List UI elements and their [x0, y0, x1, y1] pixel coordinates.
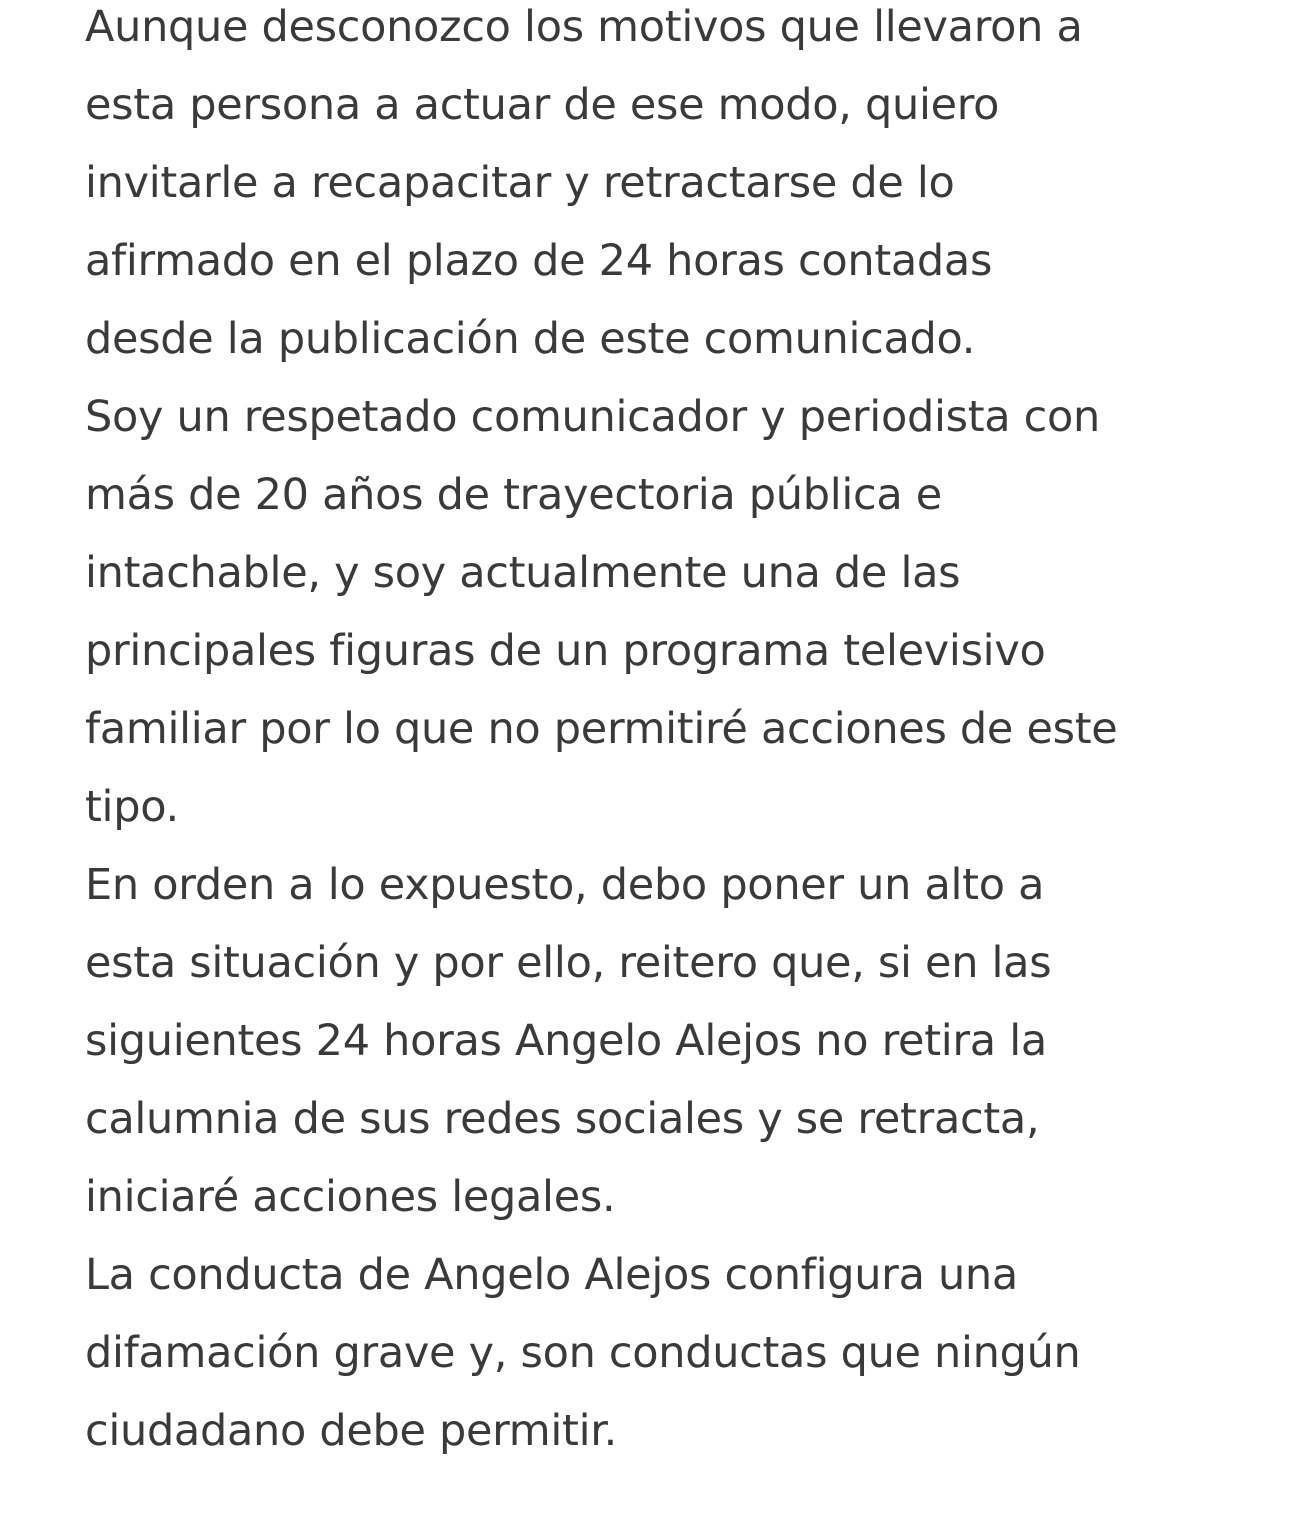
- text-line: principales figuras de un programa televisivo: [85, 626, 1046, 676]
- text-line: Aunque desconozco los motivos que llevaron a: [85, 2, 1083, 52]
- text-line: desde la publicación de este comunicado.: [85, 314, 976, 364]
- text-line: esta persona a actuar de ese modo, quiero: [85, 80, 1000, 130]
- text-line: iniciaré acciones legales.: [85, 1172, 616, 1222]
- text-line: ciudadano debe permitir.: [85, 1406, 618, 1456]
- text-line: En orden a lo expuesto, debo poner un alto a: [85, 860, 1045, 910]
- text-line: más de 20 años de trayectoria pública e: [85, 470, 942, 520]
- text-line: difamación grave y, son conductas que ningún: [85, 1328, 1081, 1378]
- text-line: esta situación y por ello, reitero que, si en las: [85, 938, 1052, 988]
- text-line: tipo.: [85, 782, 179, 832]
- note-body[interactable]: [85, 0, 1225, 1470]
- text-line: Soy un respetado comunicador y periodista con: [85, 392, 1100, 442]
- text-line: familiar por lo que no permitiré acciones de este: [85, 704, 1118, 754]
- text-line: calumnia de sus redes sociales y se retracta,: [85, 1094, 1040, 1144]
- text-line: intachable, y soy actualmente una de las: [85, 548, 961, 598]
- text-line: La conducta de Angelo Alejos configura una: [85, 1250, 1018, 1300]
- text-line: invitarle a recapacitar y retractarse de lo: [85, 158, 955, 208]
- text-line: afirmado en el plazo de 24 horas contadas: [85, 236, 993, 286]
- text-line: siguientes 24 horas Angelo Alejos no retira la: [85, 1016, 1047, 1066]
